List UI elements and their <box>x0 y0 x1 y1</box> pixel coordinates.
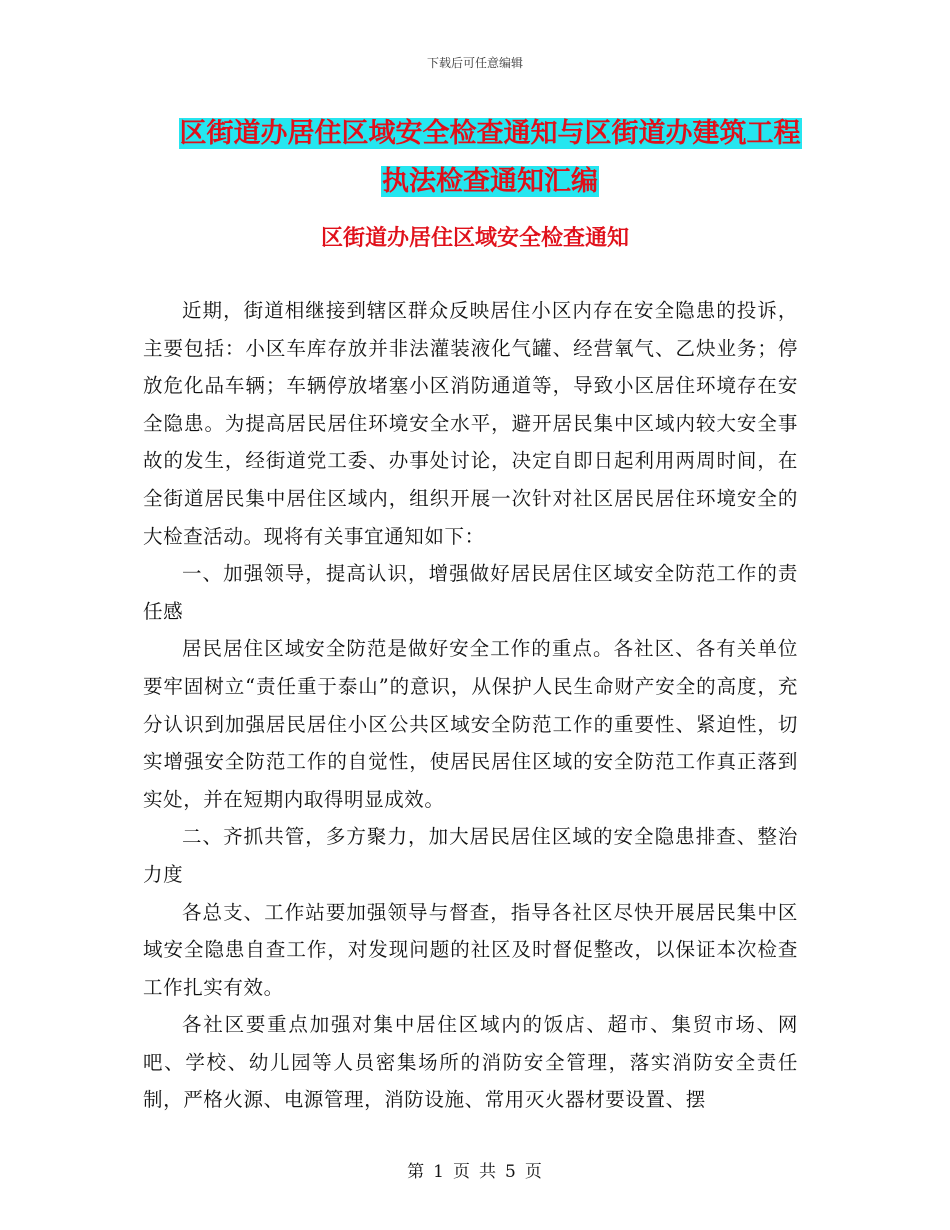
paragraph-intro: 近期，街道相继接到辖区群众反映居住小区内存在安全隐患的投诉，主要包括：小区车库存放并非法灌装液化气罐、经营氧气、乙炔业务；停放危化品车辆；车辆停放堵塞小区消防通道等，导致小区居住环境存在安全隐患。为提高居民居住环境安全水平，避开居民集中区域内较大安全事故的发生，经街道党工委、办事处讨论，决定自即日起利用两周时间，在全街道居民集中居住区域内，组织开展一次针对社区居民居住环境安全的大检查活动。现将有关事宜通知如下： <box>143 299 798 548</box>
footer-label-page: 第 <box>407 1162 426 1182</box>
footer-label-ye2: 页 <box>524 1162 543 1182</box>
footer-label-total: 共 <box>479 1162 497 1182</box>
paragraph-item-2b: 各社区要重点加强对集中居住区域内的饭店、超市、集贸市场、网吧、学校、幼儿园等人员密集场所的消防安全管理，落实消防安全责任制，严格火源、电源管理，消防设施、常用灭火器材要设置、摆 <box>143 1013 798 1112</box>
heading-item-1: 一、加强领导，提高认识，增强做好居民居住区域安全防范工作的责任感 <box>143 562 798 623</box>
footer-total-pages: 5 <box>505 1162 517 1182</box>
title-line-2: 执法检查通知汇编 <box>382 166 598 197</box>
page-footer <box>0 1157 950 1182</box>
heading-item-2: 二、齐抓共管，多方聚力，加大居民居住区域的安全隐患排查、整治力度 <box>143 825 798 886</box>
paragraph-item-1: 居民居住区域安全防范是做好安全工作的重点。各社区、各有关单位要牢固树立“责任重于泰山”的意识，从保护人民生命财产安全的高度，充分认识到加强居民居住小区公共区域安全防范工作的重要性、紧迫性，切实增强安全防范工作的自觉性，使居民居住区域的安全防范工作真正落到实处，并在短期内取得明显成效。 <box>143 637 798 811</box>
title-line-1: 区街道办居住区域安全检查通知与区街道办建筑工程 <box>179 118 801 149</box>
footer-current-page: 1 <box>433 1162 445 1182</box>
paragraph-item-2a: 各总支、工作站要加强领导与督查，指导各社区尽快开展居民集中区域安全隐患自查工作，对发现问题的社区及时督促整改，以保证本次检查工作扎实有效。 <box>143 900 798 999</box>
document-title <box>140 110 840 206</box>
header-note: 下载后可任意编辑 <box>426 56 523 70</box>
section-title: 区街道办居住区域安全检查通知 <box>320 226 629 251</box>
document-body <box>143 292 798 1119</box>
footer-label-ye: 页 <box>453 1162 471 1182</box>
